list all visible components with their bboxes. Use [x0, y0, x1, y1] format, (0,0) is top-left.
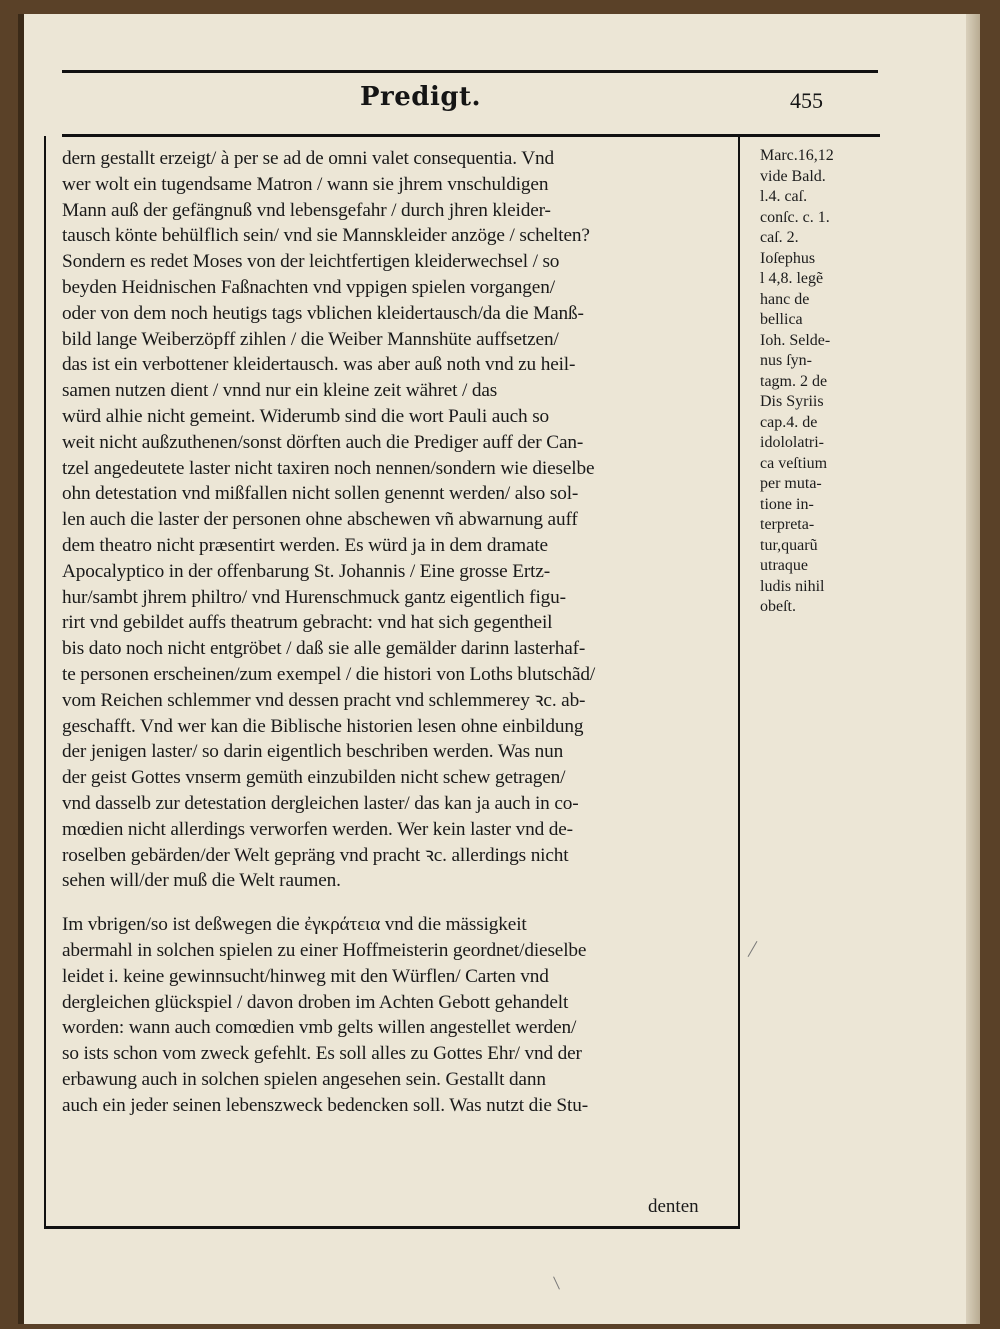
margin-note-line: Dis Syriis [760, 393, 824, 410]
text-line: Apocalyptico in der offenbarung St. Johannis / Eine grosse Ertz- [62, 560, 551, 582]
text-line: bild lange Weiberzöpff zihlen / die Weiber Mannshüte auffsetzen/ [62, 328, 559, 350]
text-line: sehen will/der muß die Welt raumen. [62, 870, 341, 892]
margin-note-line: conſc. c. 1. [760, 208, 830, 226]
text-line: rirt vnd gebildet auffs theatrum gebracht: vnd hat sich gegentheil [62, 612, 553, 634]
margin-notes [760, 146, 880, 618]
margin-note-line: Marc.16,12 [760, 147, 834, 164]
margin-note-line: utraque [760, 557, 808, 574]
margin-note-line: Ioſephus [760, 249, 816, 267]
text-line: len auch die laster der personen ohne abschewen vñ abwarnung auff [62, 509, 578, 531]
text-line: der geist Gottes vnserm gemüth einzubilden nicht schew getragen/ [62, 767, 566, 789]
text-line: oder von dem noch heutigs tags vblichen kleidertausch/da die Manß- [62, 302, 584, 324]
text-line: weit nicht außzuthenen/sonst dörften auch die Prediger auff der Can- [62, 431, 584, 453]
text-line: roselben gebärden/der Welt gepräng vnd pracht ꝛc. allerdings nicht [62, 844, 569, 866]
text-line: hur/sambt jhrem philtro/ vnd Hurenschmuck gantz eigentlich figu- [62, 586, 566, 608]
text-line: geschafft. Vnd wer kan die Biblische historien lesen ohne einbildung [62, 715, 584, 737]
margin-note-line: tagm. 2 de [760, 372, 828, 390]
margin-note-line: l.4. caſ. [760, 188, 808, 205]
text-line: dem theatro nicht præsentirt werden. Es würd ja in dem dramate [62, 534, 548, 556]
text-line: erbawung auch in solchen spielen angesehen sein. Gestallt dann [62, 1068, 546, 1090]
column-divider [738, 136, 740, 1226]
text-line: auch ein jeder seinen lebenszweck bedencken soll. Was nutzt die Stu- [62, 1094, 588, 1116]
margin-note-line: nus ſyn- [760, 352, 812, 369]
text-line: leidet i. keine gewinnsucht/hinweg mit den Würflen/ Carten vnd [62, 965, 549, 987]
margin-note-line: Ioh. Selde- [760, 331, 831, 349]
text-line: dergleichen glückspiel / davon droben im Achten Gebott gehandelt [62, 991, 569, 1013]
header-rule [62, 134, 880, 137]
page-number: 455 [790, 88, 823, 113]
text-line: so ists schon vom zweck gefehlt. Es soll alles zu Gottes Ehr/ vnd der [62, 1043, 582, 1065]
margin-note-line: tione in- [760, 495, 814, 513]
margin-note-line: bellica [760, 311, 803, 328]
margin-note-line: obeſt. [760, 598, 796, 615]
text-line: mœdien nicht allerdings verworfen werden. Wer kein laster vnd de- [62, 818, 573, 840]
margin-note-line: tur,quarũ [760, 536, 818, 554]
left-border [44, 136, 46, 1226]
top-rule [62, 70, 878, 73]
text-line: vom Reichen schlemmer vnd dessen pracht vnd schlemmerey ꝛc. ab- [62, 689, 586, 711]
body-text [62, 146, 734, 1118]
margin-note-line: vide Bald. [760, 167, 826, 185]
margin-note-line: ca veſtium [760, 454, 828, 472]
text-line: ohn detestation vnd mißfallen nicht sollen genennt werden/ also sol- [62, 483, 579, 505]
margin-note-line: hanc de [760, 290, 810, 308]
page-title: Predigt. [360, 82, 482, 112]
page-edge [966, 14, 980, 1324]
text-line: tzel angedeutete laster nicht taxiren noch nennen/sondern wie dieselbe [62, 457, 595, 479]
margin-note-line: caſ. 2. [760, 229, 799, 246]
text-line: worden: wann auch comœdien vmb gelts willen angestellet werden/ [62, 1017, 577, 1039]
margin-note-line: l 4,8. legẽ [760, 270, 824, 287]
text-line: wer wolt ein tugendsame Matron / wann sie jhrem vnschuldigen [62, 173, 549, 195]
text-line: der jenigen laster/ so darin eigentlich beschriben werden. Was nun [62, 741, 564, 763]
catchword: denten [648, 1196, 699, 1217]
text-line: beyden Heidnischen Faßnachten vnd vppigen spielen vorgangen/ [62, 276, 555, 298]
margin-note-line: terpreta- [760, 516, 815, 533]
text-line: Mann auß der gefängnuß vnd lebensgefahr / durch jhren kleider- [62, 199, 551, 221]
margin-note-line: idololatri- [760, 434, 824, 451]
text-line: te personen erscheinen/zum exempel / die histori von Loths blutschãd/ [62, 663, 596, 685]
text-line: Sondern es redet Moses von der leichtfertigen kleiderwechsel / so [62, 251, 560, 273]
margin-note-line: cap.4. de [760, 413, 818, 431]
text-line: dern gestallt erzeigt/ à per se ad de omni valet consequentia. Vnd [62, 148, 554, 169]
text-line: abermahl in solchen spielen zu einer Hoffmeisterin geordnet/dieselbe [62, 939, 587, 961]
text-line: würd alhie nicht gemeint. Widerumb sind die wort Pauli auch so [62, 405, 550, 427]
margin-note-line: ludis nihil [760, 577, 825, 595]
text-line: das ist ein verbottener kleidertausch. was aber auß noth vnd zu heil- [62, 354, 576, 376]
text-line: samen nutzen dient / vnnd nur ein kleine zeit währet / das [62, 380, 498, 402]
text-line: vnd dasselb zur detestation dergleichen laster/ das kan ja auch in co- [62, 792, 579, 814]
margin-note-line: per muta- [760, 475, 822, 492]
text-line: bis dato noch nicht entgröbet / daß sie alle gemälder darinn lasterhaf- [62, 638, 586, 660]
text-line: Im vbrigen/so ist deßwegen die ἐγκράτεια vnd die mässigkeit [62, 914, 527, 936]
text-line: tausch könte behülflich sein/ vnd sie Mannskleider anzöge / schelten? [62, 225, 590, 247]
bottom-rule [44, 1226, 740, 1229]
